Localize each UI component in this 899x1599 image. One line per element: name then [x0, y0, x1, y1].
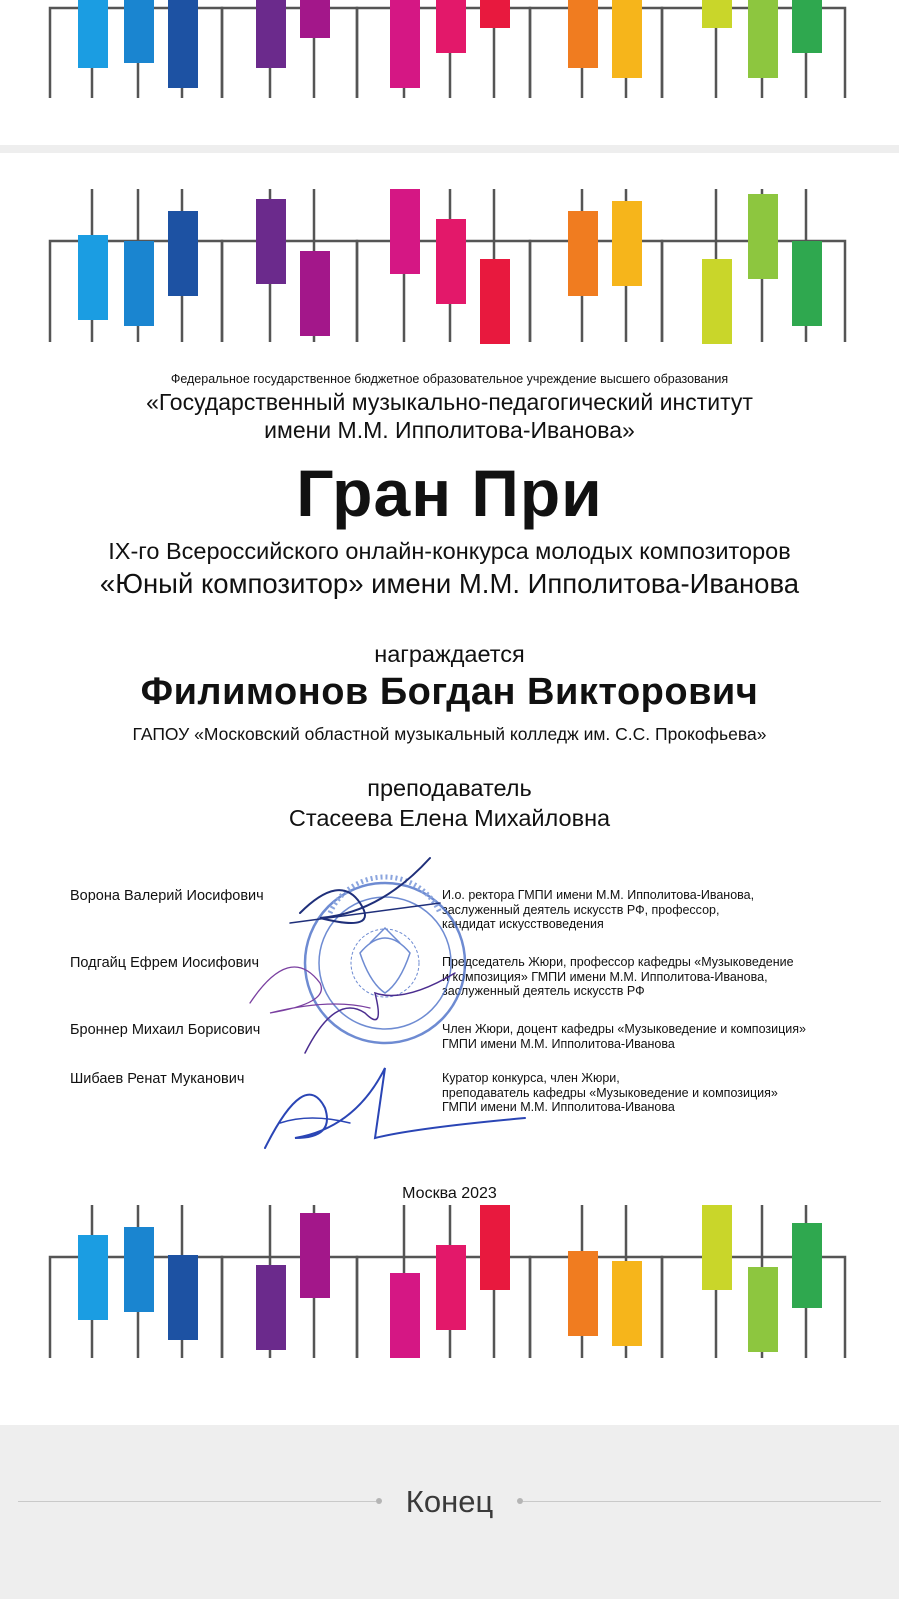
piano-keys-decoration-footer — [0, 1205, 899, 1365]
institution-name-line-1: «Государственный музыкально-педагогический институт — [146, 389, 753, 415]
piano-key — [792, 241, 822, 326]
piano-key — [480, 0, 510, 28]
piano-key — [78, 0, 108, 68]
city-year: Москва 2023 — [402, 1185, 497, 1202]
awarded-label: награждается — [374, 641, 525, 667]
piano-keys-decoration-top — [0, 0, 899, 145]
signatory-role: Председатель Жюри, профессор кафедры «Музыковедение и композиция» ГМПИ имени М.М. Ипполитова-Иванова, заслуженный деятель искусств РФ — [442, 955, 794, 998]
end-of-document-marker — [0, 1480, 899, 1524]
teacher-label: преподаватель — [367, 775, 532, 801]
piano-key — [124, 241, 154, 326]
institution-type: Федеральное государственное бюджетное образовательное учреждение высшего образования — [170, 372, 729, 386]
piano-frame-segment — [222, 241, 357, 342]
contest-line-1: IX-го Всероссийского онлайн-конкурса молодых композиторов — [108, 538, 791, 564]
signatory-name: Ворона Валерий Иосифович — [70, 888, 264, 904]
piano-key — [702, 259, 732, 344]
piano-key — [300, 0, 330, 38]
signatory-role: И.о. ректора ГМПИ имени М.М. Ипполитова-Иванова, заслуженный деятель искусств РФ, профессор, кандидат искусствоведения — [442, 888, 755, 931]
piano-key — [702, 0, 732, 28]
piano-key — [390, 189, 420, 274]
piano-key — [124, 1227, 154, 1312]
piano-key — [480, 259, 510, 344]
piano-key — [390, 0, 420, 88]
piano-key — [78, 1235, 108, 1320]
piano-keys-decoration-header — [0, 189, 899, 349]
piano-key — [792, 0, 822, 53]
piano-key — [568, 211, 598, 296]
signatory-role: Член Жюри, доцент кафедры «Музыковедение и композиция» ГМПИ имени М.М. Ипполитова-Иванова — [442, 1022, 806, 1051]
piano-key — [568, 1251, 598, 1336]
signatory-name: Подгайц Ефрем Иосифович — [70, 955, 260, 971]
institution-name-line-2: имени М.М. Ипполитова-Иванова» — [264, 417, 635, 443]
piano-key — [168, 1255, 198, 1340]
piano-key — [300, 251, 330, 336]
piano-key — [256, 199, 286, 284]
piano-key — [436, 0, 466, 53]
piano-key — [612, 1261, 642, 1346]
end-label: Конец — [405, 1484, 494, 1519]
piano-key — [748, 1267, 778, 1352]
piano-frame-segment — [222, 1257, 357, 1358]
piano-key — [480, 1205, 510, 1290]
piano-key — [612, 0, 642, 78]
piano-key — [436, 1245, 466, 1330]
piano-key — [256, 1265, 286, 1350]
piano-key — [168, 0, 198, 88]
piano-key — [792, 1223, 822, 1308]
piano-key — [612, 201, 642, 286]
certificate-page — [0, 153, 899, 1425]
piano-key — [256, 0, 286, 68]
signatory-name: Шибаев Ренат Муканович — [70, 1071, 245, 1087]
awardee-name: Филимонов Богдан Викторович — [140, 671, 759, 713]
signatory-role: Куратор конкурса, член Жюри, преподаватель кафедры «Музыковедение и композиция» ГМПИ имени М.М. Ипполитова-Иванова — [442, 1071, 778, 1114]
piano-key — [168, 211, 198, 296]
awardee-school: ГАПОУ «Московский областной музыкальный колледж им. С.С. Прокофьева» — [132, 724, 767, 744]
divider-right — [523, 1501, 881, 1502]
official-seal-icon — [305, 877, 465, 1043]
piano-frame-segment — [222, 8, 357, 98]
piano-key — [300, 1213, 330, 1298]
piano-key — [436, 219, 466, 304]
piano-key — [702, 1205, 732, 1290]
piano-key — [390, 1273, 420, 1358]
piano-key — [748, 0, 778, 78]
piano-key — [748, 194, 778, 279]
signatory-name: Броннер Михаил Борисович — [70, 1022, 261, 1038]
piano-key — [124, 0, 154, 63]
previous-page-card — [0, 0, 899, 145]
piano-key — [568, 0, 598, 68]
certificate-title: Гран При — [296, 456, 603, 530]
piano-key — [78, 235, 108, 320]
contest-line-2: «Юный композитор» имени М.М. Ипполитова-Иванова — [99, 568, 800, 599]
teacher-name: Стасеева Елена Михайловна — [288, 805, 611, 831]
